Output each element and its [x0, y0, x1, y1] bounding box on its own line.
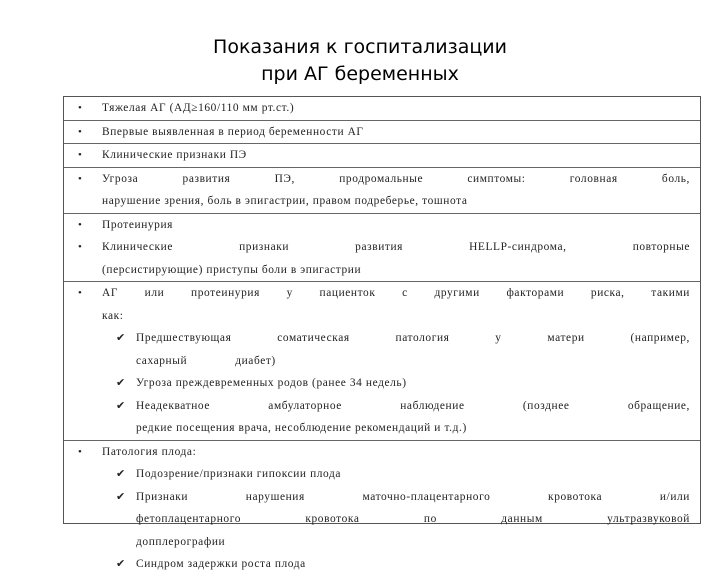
bullet-line: • АГ или протеинурия у пациенток с другими факторами риска, такими [102, 287, 690, 299]
check-item [64, 327, 690, 372]
bullet-item: • Протеинурия [64, 214, 690, 237]
check-item [64, 486, 690, 554]
check-line [136, 350, 690, 373]
bullet-line: • Клинические признаки развития HELLP-синдрома, повторные [102, 241, 690, 253]
bullet-line: как: [102, 309, 124, 322]
bullet-item [64, 236, 690, 281]
check-line: ✔ Неадекватное амбулаторное наблюдение (позднее обращение, [136, 399, 690, 412]
check-line: ✔ Предшествующая соматическая патология у матери (например, [136, 332, 690, 344]
check-item: ✔ Угроза преждевременных родов (ранее 34 недель) [64, 372, 690, 395]
bullet-item: • Тяжелая АГ (АД≥160/110 мм рт.ст.) [64, 97, 690, 120]
check-line: редкие посещения врача, несоблюдение рекомендаций и т.д.) [136, 422, 467, 434]
check-line: допплерографии [136, 535, 226, 548]
table-row [64, 282, 700, 441]
check-item: ✔ Подозрение/признаки гипоксии плода [64, 463, 690, 486]
check-line: ✔ Признаки нарушения маточно-плацентарного кровотока и/или [136, 490, 690, 503]
check-word: сахарный [136, 354, 188, 367]
indications-table [63, 96, 701, 570]
bullet-line: нарушение зрения, боль в эпигастрии, правом подреберье, тошнота [102, 195, 468, 207]
table-row [64, 144, 700, 168]
table-row [64, 168, 700, 214]
bullet-item: • Впервые выявленная в период беременности АГ [64, 121, 690, 144]
bullet-item [64, 282, 690, 327]
bullet-item [64, 168, 690, 213]
check-word: диабет) [235, 354, 276, 367]
check-item [64, 395, 690, 440]
bullet-item: • Клинические признаки ПЭ [64, 144, 690, 167]
bullet-line: (персистирующие) приступы боли в эпигастрии [102, 263, 362, 276]
table-row [64, 121, 700, 145]
bullet-line: • Угроза развития ПЭ, продромальные симптомы: головная боль, [102, 172, 690, 185]
check-item: ✔ Синдром задержки роста плода [64, 553, 690, 576]
bullet-item: • Патология плода: [64, 441, 690, 464]
table-row [64, 214, 700, 283]
check-line: фетоплацентарного кровотока по данным ультразвуковой [136, 513, 690, 525]
table-row [64, 441, 700, 576]
slide-title [0, 34, 720, 88]
table-row [64, 97, 700, 121]
title-line-1: Показания к госпитализации [213, 36, 507, 58]
title-line-2: при АГ беременных [261, 63, 459, 85]
